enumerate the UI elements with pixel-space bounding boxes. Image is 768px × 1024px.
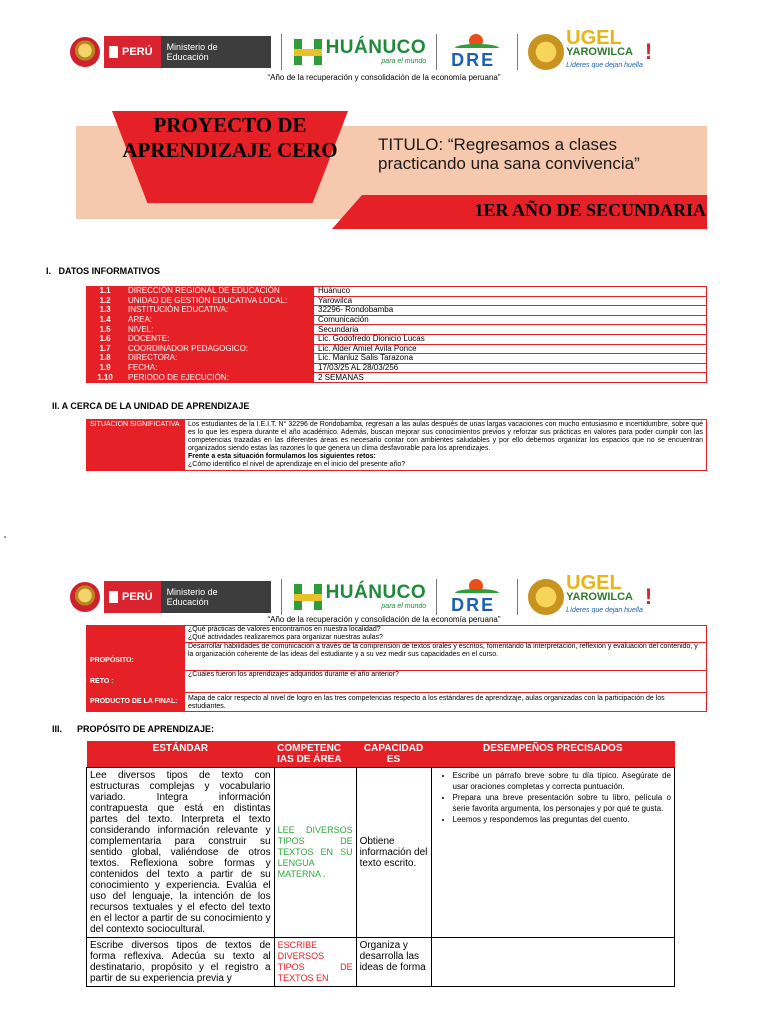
proposito-reto-table (86, 625, 707, 712)
reto-2: ¿Qué prácticas de valores encontramos en nuestra localidad? (188, 626, 381, 633)
exclamation-icon: ! (644, 39, 653, 64)
row-number: 1.1 (87, 287, 124, 297)
row-value: 32296- Rondobamba (314, 306, 707, 316)
row-label: DOCENTE: (124, 334, 314, 344)
proposito-aprendizaje-table (86, 741, 675, 987)
capacidad-cell: Organiza y desarrolla las ideas de forma (356, 938, 431, 987)
divider (517, 579, 518, 615)
table-row (87, 344, 707, 354)
situacion-label: SITUACION SIGNIFICATIVA (87, 420, 185, 471)
huanuco-label: HUÁNUCO (325, 582, 427, 603)
dre-logo (447, 579, 507, 615)
grade-label: 1ER AÑO DE SECUNDARIA (474, 200, 706, 220)
row-label: NIVEL: (124, 325, 314, 335)
ugel-logo (528, 572, 653, 617)
row-number: 1.2 (87, 296, 124, 306)
year-line-page-2: “Año de la recuperación y consolidación de la economía peruana” (267, 615, 501, 624)
row-label: FECHA: (124, 363, 314, 373)
estandar-cell: Escribe diversos tipos de textos de forma reflexiva. Adecúa su texto al destinatario, propósito y el registro a partir de su experiencia previa y (87, 938, 275, 987)
divider (436, 34, 437, 70)
list-item: • Prepara una breve presentación sobre tu libro, película o serie favorita argumenta, los personajes y por qué te gusta. (453, 792, 671, 814)
ugel-sub: YAROWILCA (566, 46, 633, 58)
peru-label: PERÚ (104, 36, 161, 68)
row-label: DIRECCIÓN REGIONAL DE EDUCACIÓN (124, 287, 314, 297)
row-number: 1.3 (87, 306, 124, 316)
row-value: Comunicación (314, 315, 707, 325)
row-number: 1.9 (87, 363, 124, 373)
page-mark (4, 536, 6, 538)
row-label: DIRECTORA: (124, 354, 314, 364)
peru-shield-icon (70, 582, 100, 612)
competencia-cell: LEE DIVERSOS TIPOS DE TEXTOS EN SU LENGUA MATERNA . (274, 768, 356, 938)
divider (281, 34, 282, 70)
ugel-seal-icon (528, 34, 564, 70)
col-capacidades: CAPACIDAD ES (356, 741, 431, 768)
ugel-label: UGEL (566, 572, 622, 594)
estandar-cell: Lee diversos tipos de texto con estructuras complejas y vocabulario variado. Integra información contrapuesta que está en distintas partes del texto. Interpreta el texto considerando información relevante y complementaria para construir su sentido global, valiéndose de otros textos. Reflexiona sobre formas y contenidos del texto a partir de su conocimiento y experiencia. Evalúa el uso del lenguaje, la intención de los recursos textuales y el efecto del texto en el lector a partir de su conocimiento y del contexto sociocultural. (87, 768, 275, 938)
dre-label: DRE (451, 50, 496, 70)
row-value: Secundaria (314, 325, 707, 335)
table-row (87, 296, 707, 306)
huanuco-h-icon (292, 37, 326, 67)
row-value: 17/03/25 AL 28/03/256 (314, 363, 707, 373)
competencia-cell: ESCRIBE DIVERSOS TIPOS DE TEXTOS EN (274, 938, 356, 987)
table-row (87, 325, 707, 335)
row-number: 1.7 (87, 344, 124, 354)
row-value: Lic. Alder Amiel Avila Ponce (314, 344, 707, 354)
year-line: “Año de la recuperación y consolidación de la economía peruana” (267, 73, 501, 82)
section-3-heading: III. PROPÓSITO DE APRENDIZAJE: (52, 724, 215, 734)
row-label: UNIDAD DE GESTIÓN EDUCATIVA LOCAL: (124, 296, 314, 306)
situacion-text: Los estudiantes de la I.E.I.T. N° 32296 de Rondobamba, regresan a las aulas después de unas largas vacaciones con mucho entusiasmo e incertidumbre, sobre qué es lo que les espera durante el año académico. Además, buscan mejorar sus conocimientos previos y reforzar sus prácticas en valores para poder cumplir con las competencias trazadas en las diferentes áreas es necesario contar con ambientes saludables y por ello debemos organizar los espacios que no se encuentran organizados siendo estas las razones lo que genera un clima desfavorable para los aprendizajes. (188, 421, 703, 452)
divider (281, 579, 282, 615)
proposito-text: Desarrollar habilidades de comunicación a través de la comprensión de textos orales y escritos, fomentando la interpretación, reflexión y evaluación del contenido, y la organización coherente de las ideas del estudiante y a su vez medir sus capacidades en el curso. (185, 643, 707, 671)
list-item: • Escribe un párrafo breve sobre tu día típico. Asegúrate de usar oraciones completas y correcta puntuación. (453, 770, 671, 792)
table-row (87, 287, 707, 297)
ugel-seal-icon (528, 579, 564, 615)
desempenos-cell (431, 768, 674, 938)
retos-continued (185, 626, 707, 643)
list-item: • Leemos y respondemos las preguntas del cuento. (453, 814, 671, 825)
col-estandar: ESTÁNDAR (87, 741, 275, 768)
ugel-logo (528, 27, 653, 72)
table-row (87, 938, 675, 987)
col-competencias: COMPETENC IAS DE ÁREA (274, 741, 356, 768)
huanuco-label: HUÁNUCO (325, 37, 427, 58)
row-number: 1.5 (87, 325, 124, 335)
retos-intro: Frente a esta situación formulamos los siguientes retos: (188, 453, 376, 460)
table-row (87, 315, 707, 325)
row-value: Yarowilca (314, 296, 707, 306)
col-desempenos: DESEMPEÑOS PRECISADOS (431, 741, 674, 768)
header-logos-page-2 (70, 572, 700, 619)
datos-informativos-table (86, 286, 707, 383)
table-row (87, 354, 707, 364)
ugel-motto: Líderes que dejan huella (566, 62, 643, 69)
divider (517, 34, 518, 70)
proposito-label: PROPÓSITO: (87, 626, 185, 671)
unidad-table (86, 419, 707, 471)
desempenos-cell (431, 938, 674, 987)
row-number: 1.6 (87, 334, 124, 344)
row-number: 1.10 (87, 373, 124, 383)
dre-logo (447, 34, 507, 70)
ugel-motto: Líderes que dejan huella (566, 607, 643, 614)
minedu-logo (70, 36, 271, 68)
row-label: COORDINADOR PEDAGOGICO: (124, 344, 314, 354)
situacion-cell (185, 420, 707, 471)
peru-label: PERÚ (104, 581, 161, 613)
huanuco-sub: para el mundo (381, 603, 427, 610)
row-value: Huánuco (314, 287, 707, 297)
reto-3: ¿Qué actividades realizaremos para organizar nuestras aulas? (188, 634, 383, 641)
project-titulo: TITULO: “Regresamos a clases practicando una sana convivencia” (378, 135, 640, 173)
section-1-heading: I. DATOS INFORMATIVOS (46, 266, 161, 276)
huanuco-h-icon (292, 582, 326, 612)
table-row (87, 373, 707, 383)
header-logos (70, 27, 700, 74)
reto-label: RETO : (87, 671, 185, 693)
gobierno-regional-logo (292, 582, 427, 612)
table-row (87, 363, 707, 373)
row-label: AREA: (124, 315, 314, 325)
ugel-label: UGEL (566, 27, 622, 49)
peru-shield-icon (70, 37, 100, 67)
table-row (87, 334, 707, 344)
project-banner (76, 113, 707, 239)
capacidad-cell: Obtiene información del texto escrito. (356, 768, 431, 938)
divider (436, 579, 437, 615)
producto-text: Mapa de calor respecto al nivel de logro en las tres competencias respecto a los estándares de aprendizaje, aulas organizadas con la participación de los estudiantes. (185, 693, 707, 712)
table-row (87, 306, 707, 316)
row-label: PERIODO DE EJECUCIÓN: (124, 373, 314, 383)
row-value: Lic. Godofredo Dionicio Lucas (314, 334, 707, 344)
gobierno-regional-logo (292, 37, 427, 67)
section-2-heading: II. A CERCA DE LA UNIDAD DE APRENDIZAJE (52, 401, 250, 411)
huanuco-sub: para el mundo (381, 58, 427, 65)
dre-label: DRE (451, 595, 496, 615)
row-value: 2 SEMANAS (314, 373, 707, 383)
row-label: INSTITUCIÓN EDUCATIVA: (124, 306, 314, 316)
row-value: Lic. Manluz Salis Tarazona (314, 354, 707, 364)
ugel-sub: YAROWILCA (566, 591, 633, 603)
ministerio-label: Ministerio de Educación (161, 581, 271, 613)
project-title: PROYECTO DE APRENDIZAJE CERO (122, 113, 338, 162)
row-number: 1.4 (87, 315, 124, 325)
minedu-logo (70, 581, 271, 613)
table-row (87, 768, 675, 938)
row-number: 1.8 (87, 354, 124, 364)
exclamation-icon: ! (644, 584, 653, 609)
ministerio-label: Ministerio de Educación (161, 36, 271, 68)
reto-1: ¿Cómo identifico el nivel de aprendizaje en el inicio del presente año? (188, 461, 406, 468)
reto-text: ¿Cuáles fueron los aprendizajes adquiridos durante el año anterior? (185, 671, 707, 693)
producto-label: PRODUCTO DE LA FINAL: (87, 693, 185, 712)
